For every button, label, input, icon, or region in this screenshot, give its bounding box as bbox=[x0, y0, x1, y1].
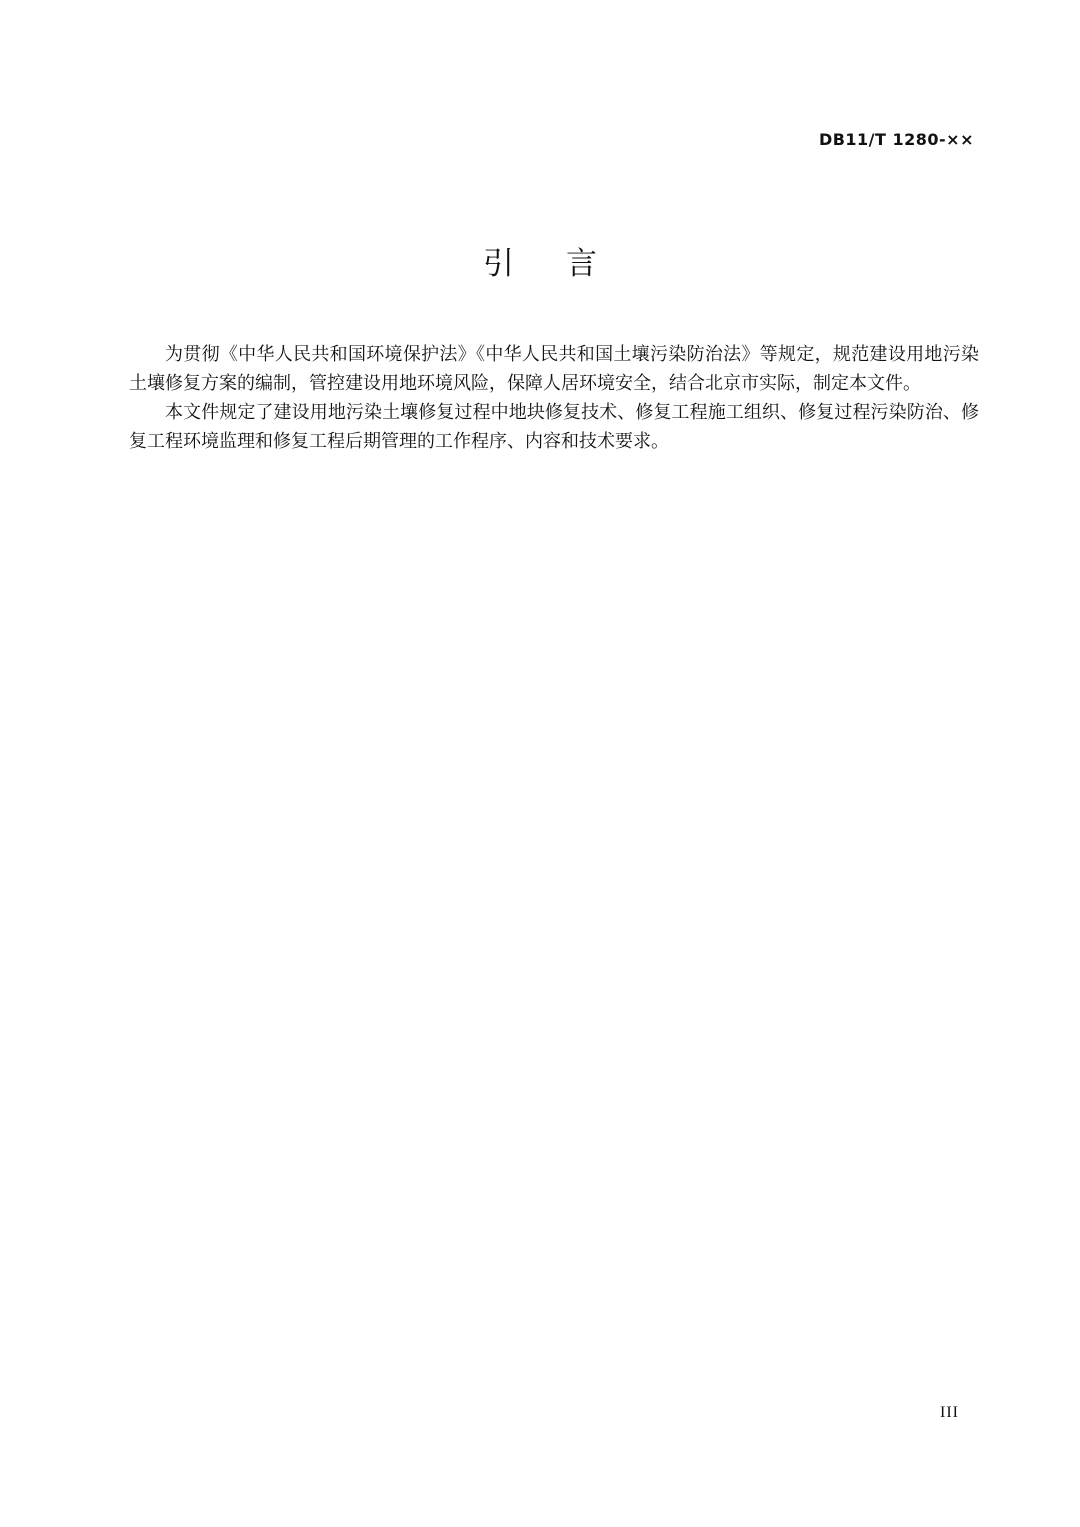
page-number: III bbox=[940, 1404, 959, 1421]
document-code: DB11/T 1280-×× bbox=[818, 130, 974, 149]
paragraph: 本文件规定了建设用地污染土壤修复过程中地块修复技术、修复工程施工组织、修复过程污染防治、修复工程环境监理和修复工程后期管理的工作程序、内容和技术要求。 bbox=[129, 402, 979, 452]
page-title: 引言 bbox=[483, 246, 649, 282]
paragraph: 为贯彻《中华人民共和国环境保护法》《中华人民共和国土壤污染防治法》等规定，规范建设用地污染土壤修复方案的编制，管控建设用地环境风险，保障人居环境安全，结合北京市实际，制定本文件。 bbox=[129, 344, 979, 394]
body-text bbox=[129, 340, 979, 456]
